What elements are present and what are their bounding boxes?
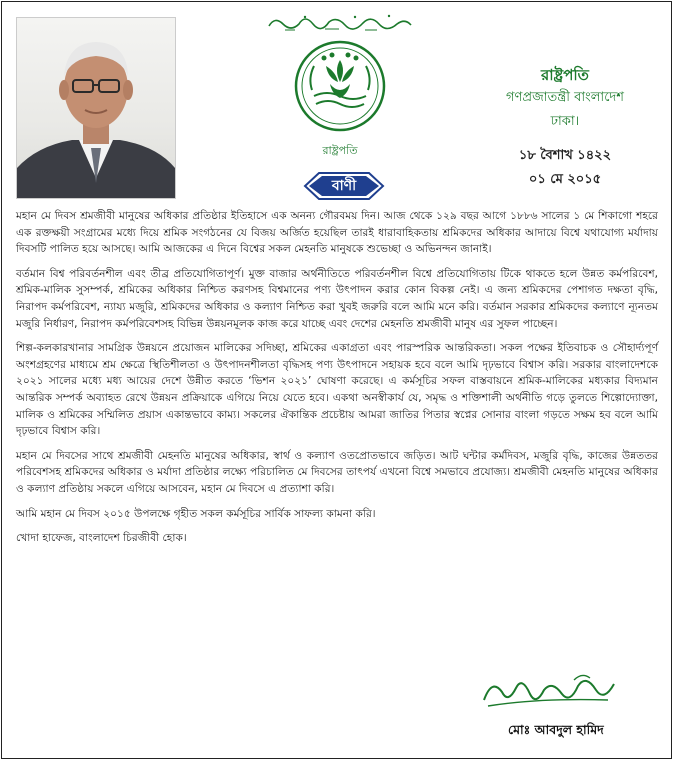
- message-body: [16, 208, 658, 555]
- signer-name: মোঃ আবদুল হামিদ: [508, 722, 604, 737]
- paragraph: মহান মে দিবসের সাথে শ্রমজীবী মেহনতি মানুষের অধিকার, স্বার্থ ও কল্যাণ ওতপ্রোতভাবে জড়িত। আট ঘন্টার কর্মদিবস, মজুরি বৃদ্ধি, কাজের উন্নততর পরিবেশসহ শ্রমিকদের অধিকার ও মর্যাদা প্রতিষ্ঠার লক্ষ্যে পরিচালিত মে দিবসের তাৎপর্য এখনো বিশ্বে সমভাবে প্রযোজ্য। শ্রমজীবী মেহনতি মানুষের অধিকার ও কল্যাণ প্রতিষ্ঠায় সকলে এগিয়ে আসবেন, মহান মে দিবসে এ প্রত্যাশা করি।: [16, 449, 658, 495]
- date-gregorian: ০১ মে ২০১৫: [528, 172, 602, 187]
- president-portrait: [16, 17, 176, 199]
- office-subtitle: গণপ্রজাতন্ত্রী বাংলাদেশ: [506, 90, 624, 105]
- paragraph: মহান মে দিবস শ্রমজীবী মানুষের অধিকার প্রতিষ্ঠার ইতিহাসে এক অনন্য গৌরবময় দিন। আজ থেকে ১২৯ বছর আগে ১৮৮৬ সালের ১ মে শিকাগো শহরে এক রক্তক্ষয়ী সংগ্রামের মধ্যে দিয়ে শ্রমিক সংগঠনের যে বিজয় অর্জিত হয়েছিল তারই ধারাবাহিকতায় শ্রমিকদের অধিকার আদায়ে বিশ্বে যথাযোগ্য মর্যাদায় দিবসটি পালিত হয়ে আসছে। আমি আজকের এ দিনে বিশ্বের সকল মেহনতি মানুষকে শুভেচ্ছা ও অভিনন্দন জানাই।: [16, 210, 658, 256]
- bani-badge: [303, 169, 385, 203]
- office-header: [470, 64, 660, 192]
- date-bengali: ১৮ বৈশাখ ১৪২২: [518, 148, 612, 163]
- paragraph: খোদা হাফেজ, বাংলাদেশ চিরজীবী হোক।: [16, 532, 187, 545]
- paragraph: শিল্প-কলকারখানার সামগ্রিক উন্নয়নে প্রয়োজন মালিকের সদিচ্ছা, শ্রমিকের একাগ্রতা এবং পারস্পরিক আন্তরিকতা। সকল পক্ষের ইতিবাচক ও সৌহার্দ্যপূর্ণ অংশগ্রহণের মাধ্যমে শ্রম ক্ষেত্রে স্থিতিশীলতা ও উৎপাদনশীলতা বৃদ্ধিসহ পণ্য উৎপাদনে সহায়ক হবে বলে আমি দৃঢ়ভাবে বিশ্বাস করি। সরকার বাংলাদেশকে ২০২১ সালের মধ্যে মধ্য আয়ের দেশে উন্নীত করতে ‘ভিশন ২০২১’ ঘোষণা করেছে। এ কর্মসূচির সফল বাস্তবায়নে শ্রমিক-মালিকের মধ্যকার বিদ্যমান আন্তরিক সম্পর্ক অব্যাহত রেখে উন্নয়ন প্রক্রিয়াকে এগিয়ে নিয়ে যেতে হবে। একথা অনস্বীকার্য যে, সমৃদ্ধ ও শক্তিশালী অর্থনীতি গড়ে তুলতে শিল্পোদ্যোক্তা, মালিক ও শ্রমিকের সম্মিলিত প্রয়াস একান্তভাবে কাম্য। সকলের ঐকান্তিক প্রচেষ্টায় আমরা জাতির পিতার স্বপ্নের সোনার বাংলা গড়তে সক্ষম হব বলে আমি দৃঢ়ভাবে বিশ্বাস করি।: [16, 342, 658, 438]
- paragraph: আমি মহান মে দিবস ২০১৫ উপলক্ষে গৃহীত সকল কর্মসূচির সার্বিক সাফল্য কামনা করি।: [16, 507, 376, 520]
- office-title: রাষ্ট্রপতি: [541, 66, 589, 84]
- national-emblem: [290, 36, 390, 158]
- paragraph: বর্তমান বিশ্ব পরিবর্তনশীল এবং তীব্র প্রতিযোগিতাপূর্ণ। মুক্ত বাজার অর্থনীতিতে পরিবর্তনশীল বিশ্বে প্রতিযোগিতায় টিকে থাকতে হলে উন্নত কর্মপরিবেশ, শ্রমিক-মালিক সুসম্পর্ক, শ্রমিকের অধিকার নিশ্চিত করণসহ বিশ্বমানের পণ্য উৎপাদন করার কোন বিকল্প নেই। এ জন্য শ্রমিকদের পেশাগত দক্ষতা বৃদ্ধি, নিরাপদ কর্মপরিবেশ, ন্যায্য মজুরি, শ্রমিকদের অধিকার ও কল্যাণ নিশ্চিত করা খুবই জরুরি বলে আমি মনে করি। বর্তমান সরকার শ্রমিকদের কল্যাণে ন্যূনতম মজুরি নির্ধারণ, নিরাপদ কর্মপরিবেশসহ বিভিন্ন উন্নয়নমূলক কাজ করে যাচ্ছে এবং দেশের মেহনতি শ্রমজীবী মানুষ এর সুফল পাচ্ছেন।: [16, 267, 658, 330]
- bismillah-calligraphy: [265, 12, 415, 34]
- emblem-caption: রাষ্ট্রপতি: [322, 144, 358, 157]
- handwritten-signature: [478, 670, 618, 712]
- bani-label: বাণী: [331, 178, 357, 194]
- office-city: ঢাকা।: [550, 114, 580, 129]
